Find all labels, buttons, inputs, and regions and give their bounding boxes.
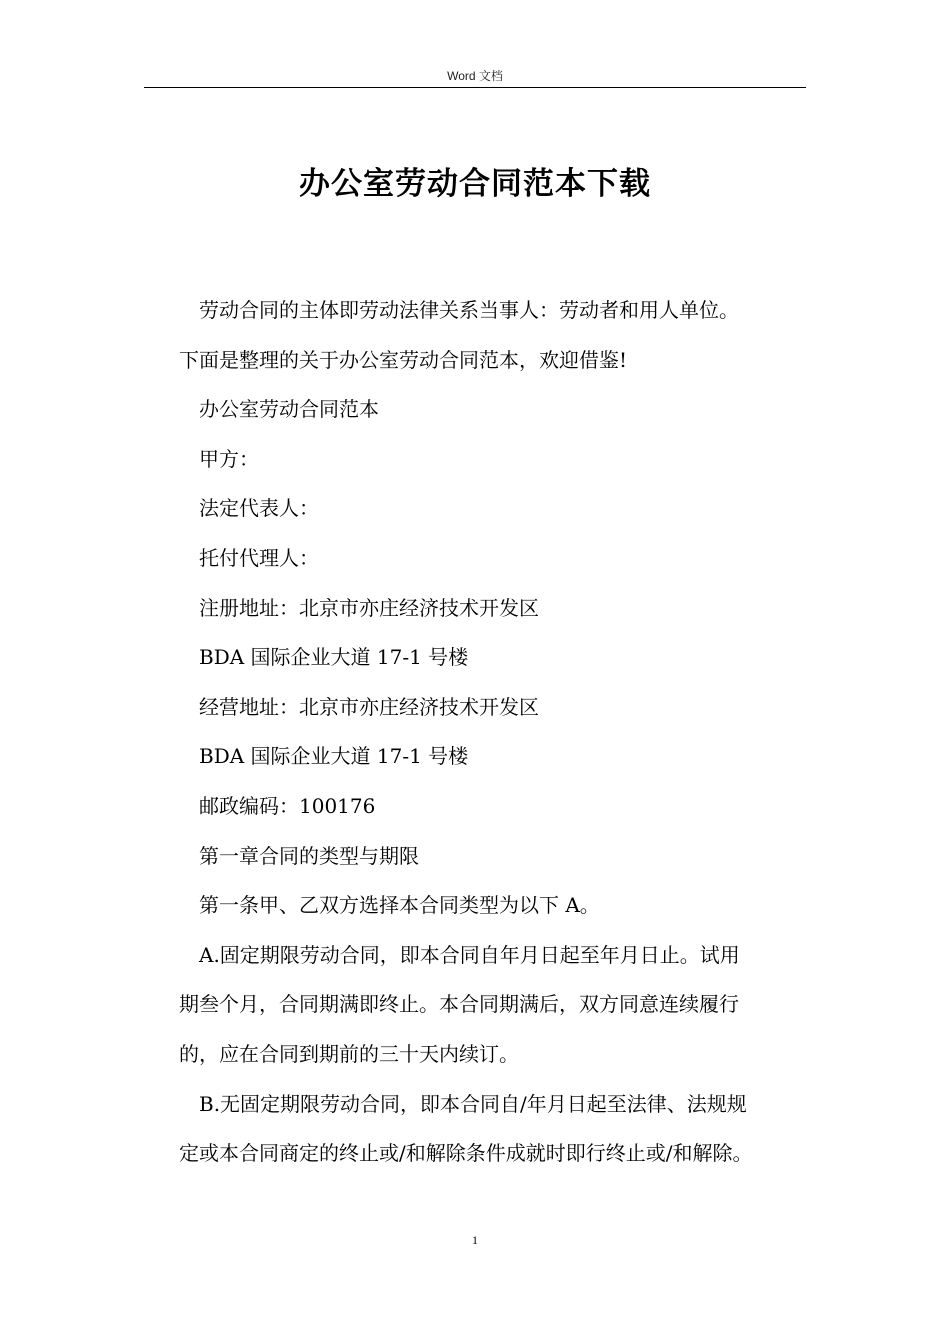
text-line: A.固定期限劳动合同，即本合同自年月日起至年月日止。试用 [199, 942, 740, 967]
field-legal-rep: 法定代表人： [199, 496, 319, 521]
paragraph-intro [179, 286, 807, 385]
clause-a [179, 931, 807, 1080]
paragraph-subtitle: 办公室劳动合同范本 [199, 397, 379, 422]
text-line: B.无固定期限劳动合同，即本合同自/年月日起至法律、法规规 [199, 1091, 747, 1116]
field-agent: 托付代理人： [199, 545, 319, 570]
field-registered-address: 注册地址：北京市亦庄经济技术开发区 [199, 595, 539, 620]
document-body [179, 286, 807, 1179]
text-line: 下面是整理的关于办公室劳动合同范本，欢迎借鉴! [179, 347, 628, 372]
text-line: 期叁个月，合同期满即终止。本合同期满后，双方同意连续履行 [179, 992, 739, 1017]
page-header: Word 文档 [447, 69, 503, 83]
field-business-address: 经营地址：北京市亦庄经济技术开发区 [199, 694, 539, 719]
field-business-address-cont: BDA 国际企业大道 17-1 号楼 [199, 744, 469, 769]
text-line: 的，应在合同到期前的三十天内续订。 [179, 1041, 519, 1066]
page-number: 1 [472, 1233, 478, 1247]
chapter-heading: 第一章合同的类型与期限 [199, 843, 419, 868]
text-line: 劳动合同的主体即劳动法律关系当事人：劳动者和用人单位。 [199, 298, 739, 322]
text-line: 定或本合同商定的终止或/和解除条件成就时即行终止或/和解除。 [179, 1141, 753, 1166]
field-postal-code: 邮政编码：100176 [199, 793, 376, 818]
clause-b [179, 1080, 807, 1179]
header-divider [144, 87, 806, 88]
article-1: 第一条甲、乙双方选择本合同类型为以下 A。 [199, 893, 600, 918]
field-registered-address-cont: BDA 国际企业大道 17-1 号楼 [199, 645, 469, 670]
field-party-a: 甲方： [199, 446, 259, 471]
document-title: 办公室劳动合同范本下载 [299, 166, 651, 202]
